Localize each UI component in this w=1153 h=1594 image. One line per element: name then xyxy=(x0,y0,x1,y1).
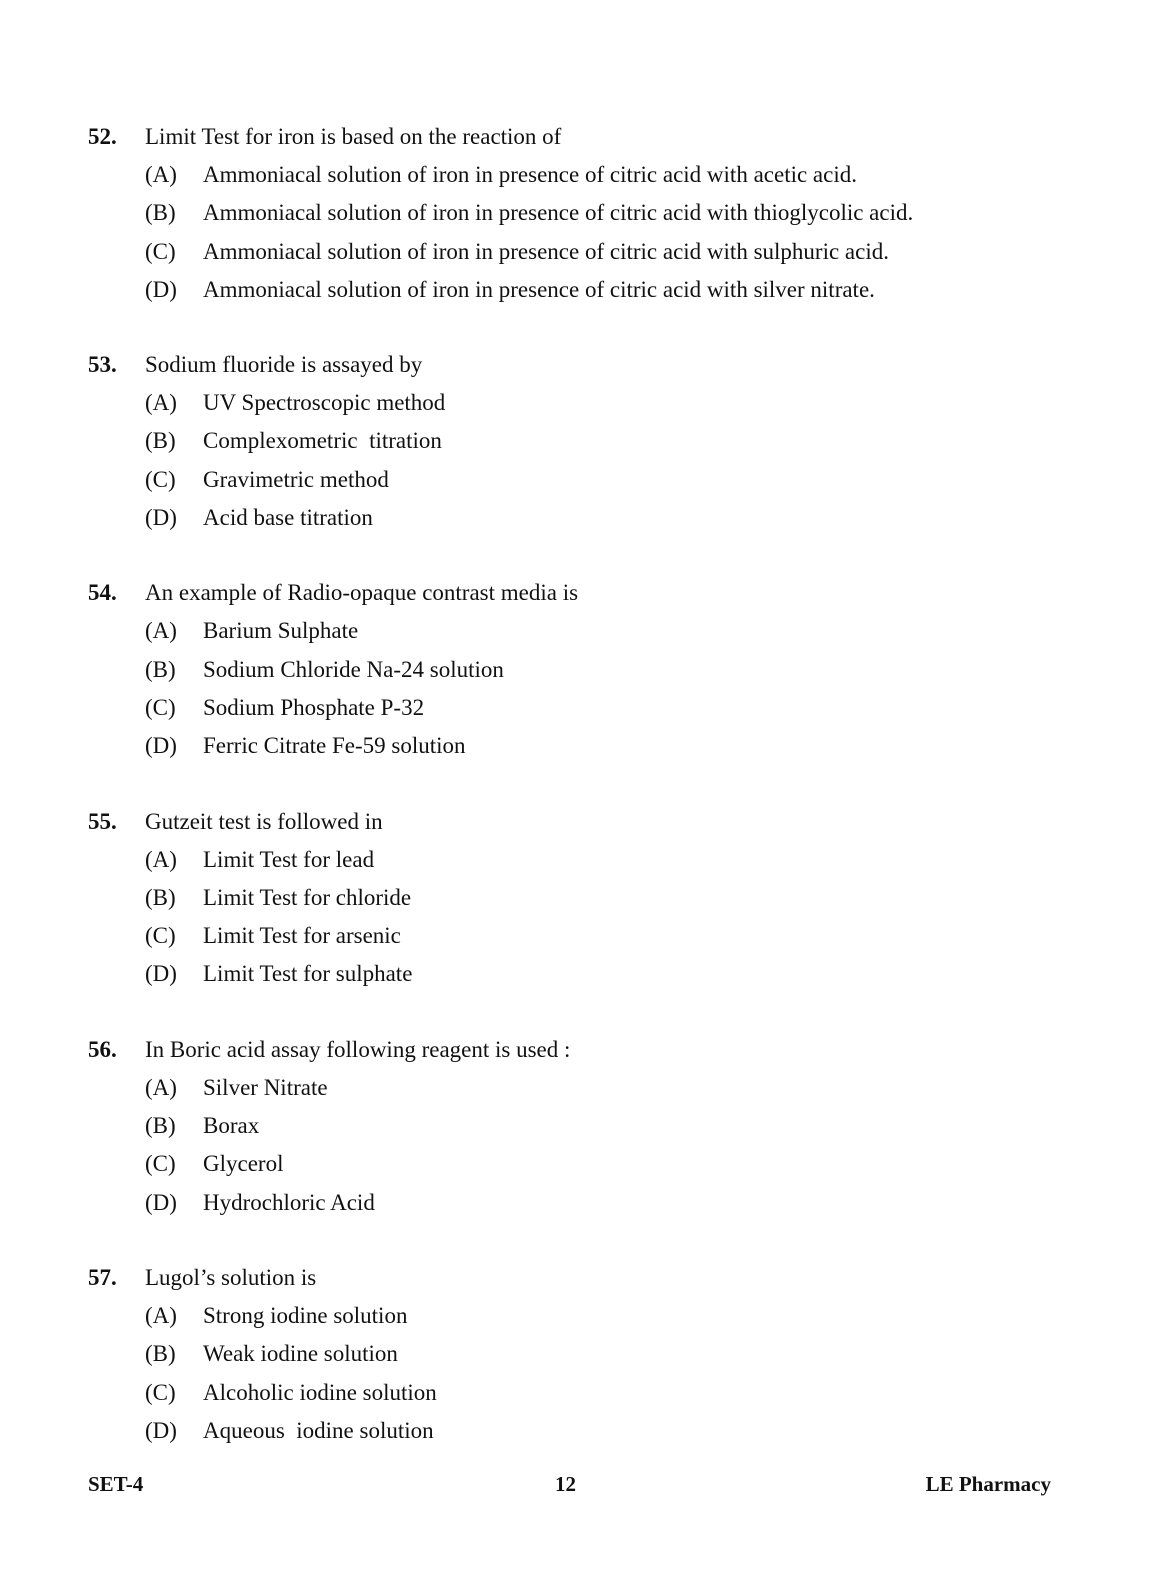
option-letter: (D) xyxy=(145,1417,177,1443)
option-b xyxy=(88,194,1088,232)
question-number: 54. xyxy=(88,580,117,606)
option-a xyxy=(88,156,1088,194)
option-c xyxy=(88,1145,1088,1183)
option-text: Ammoniacal solution of iron in presence of citric acid with sulphuric acid. xyxy=(203,238,889,264)
option-a xyxy=(88,841,1088,879)
option-text: Glycerol xyxy=(203,1151,284,1177)
option-text: Weak iodine solution xyxy=(203,1341,398,1367)
option-letter: (A) xyxy=(145,846,177,872)
question-text: An example of Radio-opaque contrast media is xyxy=(145,580,579,606)
option-letter: (C) xyxy=(145,466,176,492)
option-text: Ammoniacal solution of iron in presence of citric acid with thioglycolic acid. xyxy=(203,200,914,226)
option-text: Ferric Citrate Fe-59 solution xyxy=(203,733,466,759)
question-55 xyxy=(88,803,1088,994)
option-c xyxy=(88,689,1088,727)
question-number: 52. xyxy=(88,124,117,149)
option-d xyxy=(88,271,1088,309)
option-b xyxy=(88,1335,1088,1373)
option-text: Barium Sulphate xyxy=(203,618,359,644)
option-text: Limit Test for chloride xyxy=(203,884,412,910)
option-text: Complexometric titration xyxy=(203,428,442,454)
option-text: Silver Nitrate xyxy=(203,1074,328,1100)
question-57 xyxy=(88,1259,1088,1450)
question-number: 57. xyxy=(88,1264,117,1290)
option-letter: (B) xyxy=(145,1341,176,1367)
question-number: 55. xyxy=(88,808,117,834)
option-text: Limit Test for arsenic xyxy=(203,923,401,949)
option-text: Strong iodine solution xyxy=(203,1302,408,1328)
question-text: Gutzeit test is followed in xyxy=(145,808,383,834)
option-b xyxy=(88,1107,1088,1145)
question-stem xyxy=(88,574,1088,612)
question-number: 56. xyxy=(88,1036,117,1062)
question-number: 53. xyxy=(88,352,117,378)
option-letter: (A) xyxy=(145,1074,177,1100)
option-letter: (D) xyxy=(145,505,177,531)
option-c xyxy=(88,461,1088,499)
subject-label: LE Pharmacy xyxy=(925,1472,1051,1496)
option-text: Sodium Phosphate P-32 xyxy=(203,694,425,720)
option-letter: (C) xyxy=(145,1151,176,1177)
option-letter: (B) xyxy=(145,656,176,682)
option-text: UV Spectroscopic method xyxy=(203,390,446,416)
option-b xyxy=(88,651,1088,689)
question-text: Lugol’s solution is xyxy=(145,1264,317,1290)
option-text: Ammoniacal solution of iron in presence of citric acid with silver nitrate. xyxy=(203,276,875,302)
question-stem xyxy=(88,346,1088,384)
option-letter: (D) xyxy=(145,961,177,987)
question-52 xyxy=(88,118,1088,309)
option-letter: (B) xyxy=(145,1113,176,1139)
set-label: SET-4 xyxy=(88,1472,144,1496)
option-a xyxy=(88,612,1088,650)
option-text: Aqueous iodine solution xyxy=(203,1417,434,1443)
option-letter: (B) xyxy=(145,884,176,910)
option-text: Gravimetric method xyxy=(203,466,389,492)
option-a xyxy=(88,1069,1088,1107)
question-text: Sodium fluoride is assayed by xyxy=(145,352,423,378)
option-text: Sodium Chloride Na-24 solution xyxy=(203,656,504,682)
option-a xyxy=(88,384,1088,422)
question-stem xyxy=(88,1259,1088,1297)
option-letter: (A) xyxy=(145,390,177,416)
question-53 xyxy=(88,346,1088,537)
page-number: 12 xyxy=(555,1472,576,1496)
question-54 xyxy=(88,574,1088,765)
option-letter: (A) xyxy=(145,618,177,644)
option-c xyxy=(88,917,1088,955)
option-letter: (C) xyxy=(145,694,176,720)
option-d xyxy=(88,1412,1088,1450)
option-letter: (D) xyxy=(145,276,177,302)
option-c xyxy=(88,233,1088,271)
option-b xyxy=(88,422,1088,460)
question-stem xyxy=(88,803,1088,841)
option-letter: (C) xyxy=(145,238,176,264)
option-text: Hydrochloric Acid xyxy=(203,1189,375,1215)
option-letter: (A) xyxy=(145,1302,177,1328)
option-letter: (D) xyxy=(145,1189,177,1215)
page-footer xyxy=(88,1472,1051,1500)
question-text: In Boric acid assay following reagent is used : xyxy=(145,1036,571,1062)
option-letter: (D) xyxy=(145,733,177,759)
option-text: Limit Test for lead xyxy=(203,846,375,872)
question-stem xyxy=(88,118,1088,156)
option-text: Ammoniacal solution of iron in presence of citric acid with acetic acid. xyxy=(203,162,857,187)
option-letter: (B) xyxy=(145,200,176,226)
question-stem xyxy=(88,1031,1088,1069)
option-a xyxy=(88,1297,1088,1335)
option-text: Borax xyxy=(203,1113,260,1139)
option-text: Limit Test for sulphate xyxy=(203,961,413,987)
option-d xyxy=(88,1184,1088,1222)
option-text: Alcoholic iodine solution xyxy=(203,1379,437,1405)
question-text: Limit Test for iron is based on the reaction of xyxy=(145,124,562,149)
question-56 xyxy=(88,1031,1088,1222)
option-text: Acid base titration xyxy=(203,505,373,531)
option-letter: (A) xyxy=(145,162,177,187)
option-letter: (C) xyxy=(145,923,176,949)
question-list xyxy=(88,118,1088,1487)
option-letter: (B) xyxy=(145,428,176,454)
option-c xyxy=(88,1374,1088,1412)
option-d xyxy=(88,499,1088,537)
option-d xyxy=(88,955,1088,993)
option-d xyxy=(88,727,1088,765)
option-letter: (C) xyxy=(145,1379,176,1405)
option-b xyxy=(88,879,1088,917)
